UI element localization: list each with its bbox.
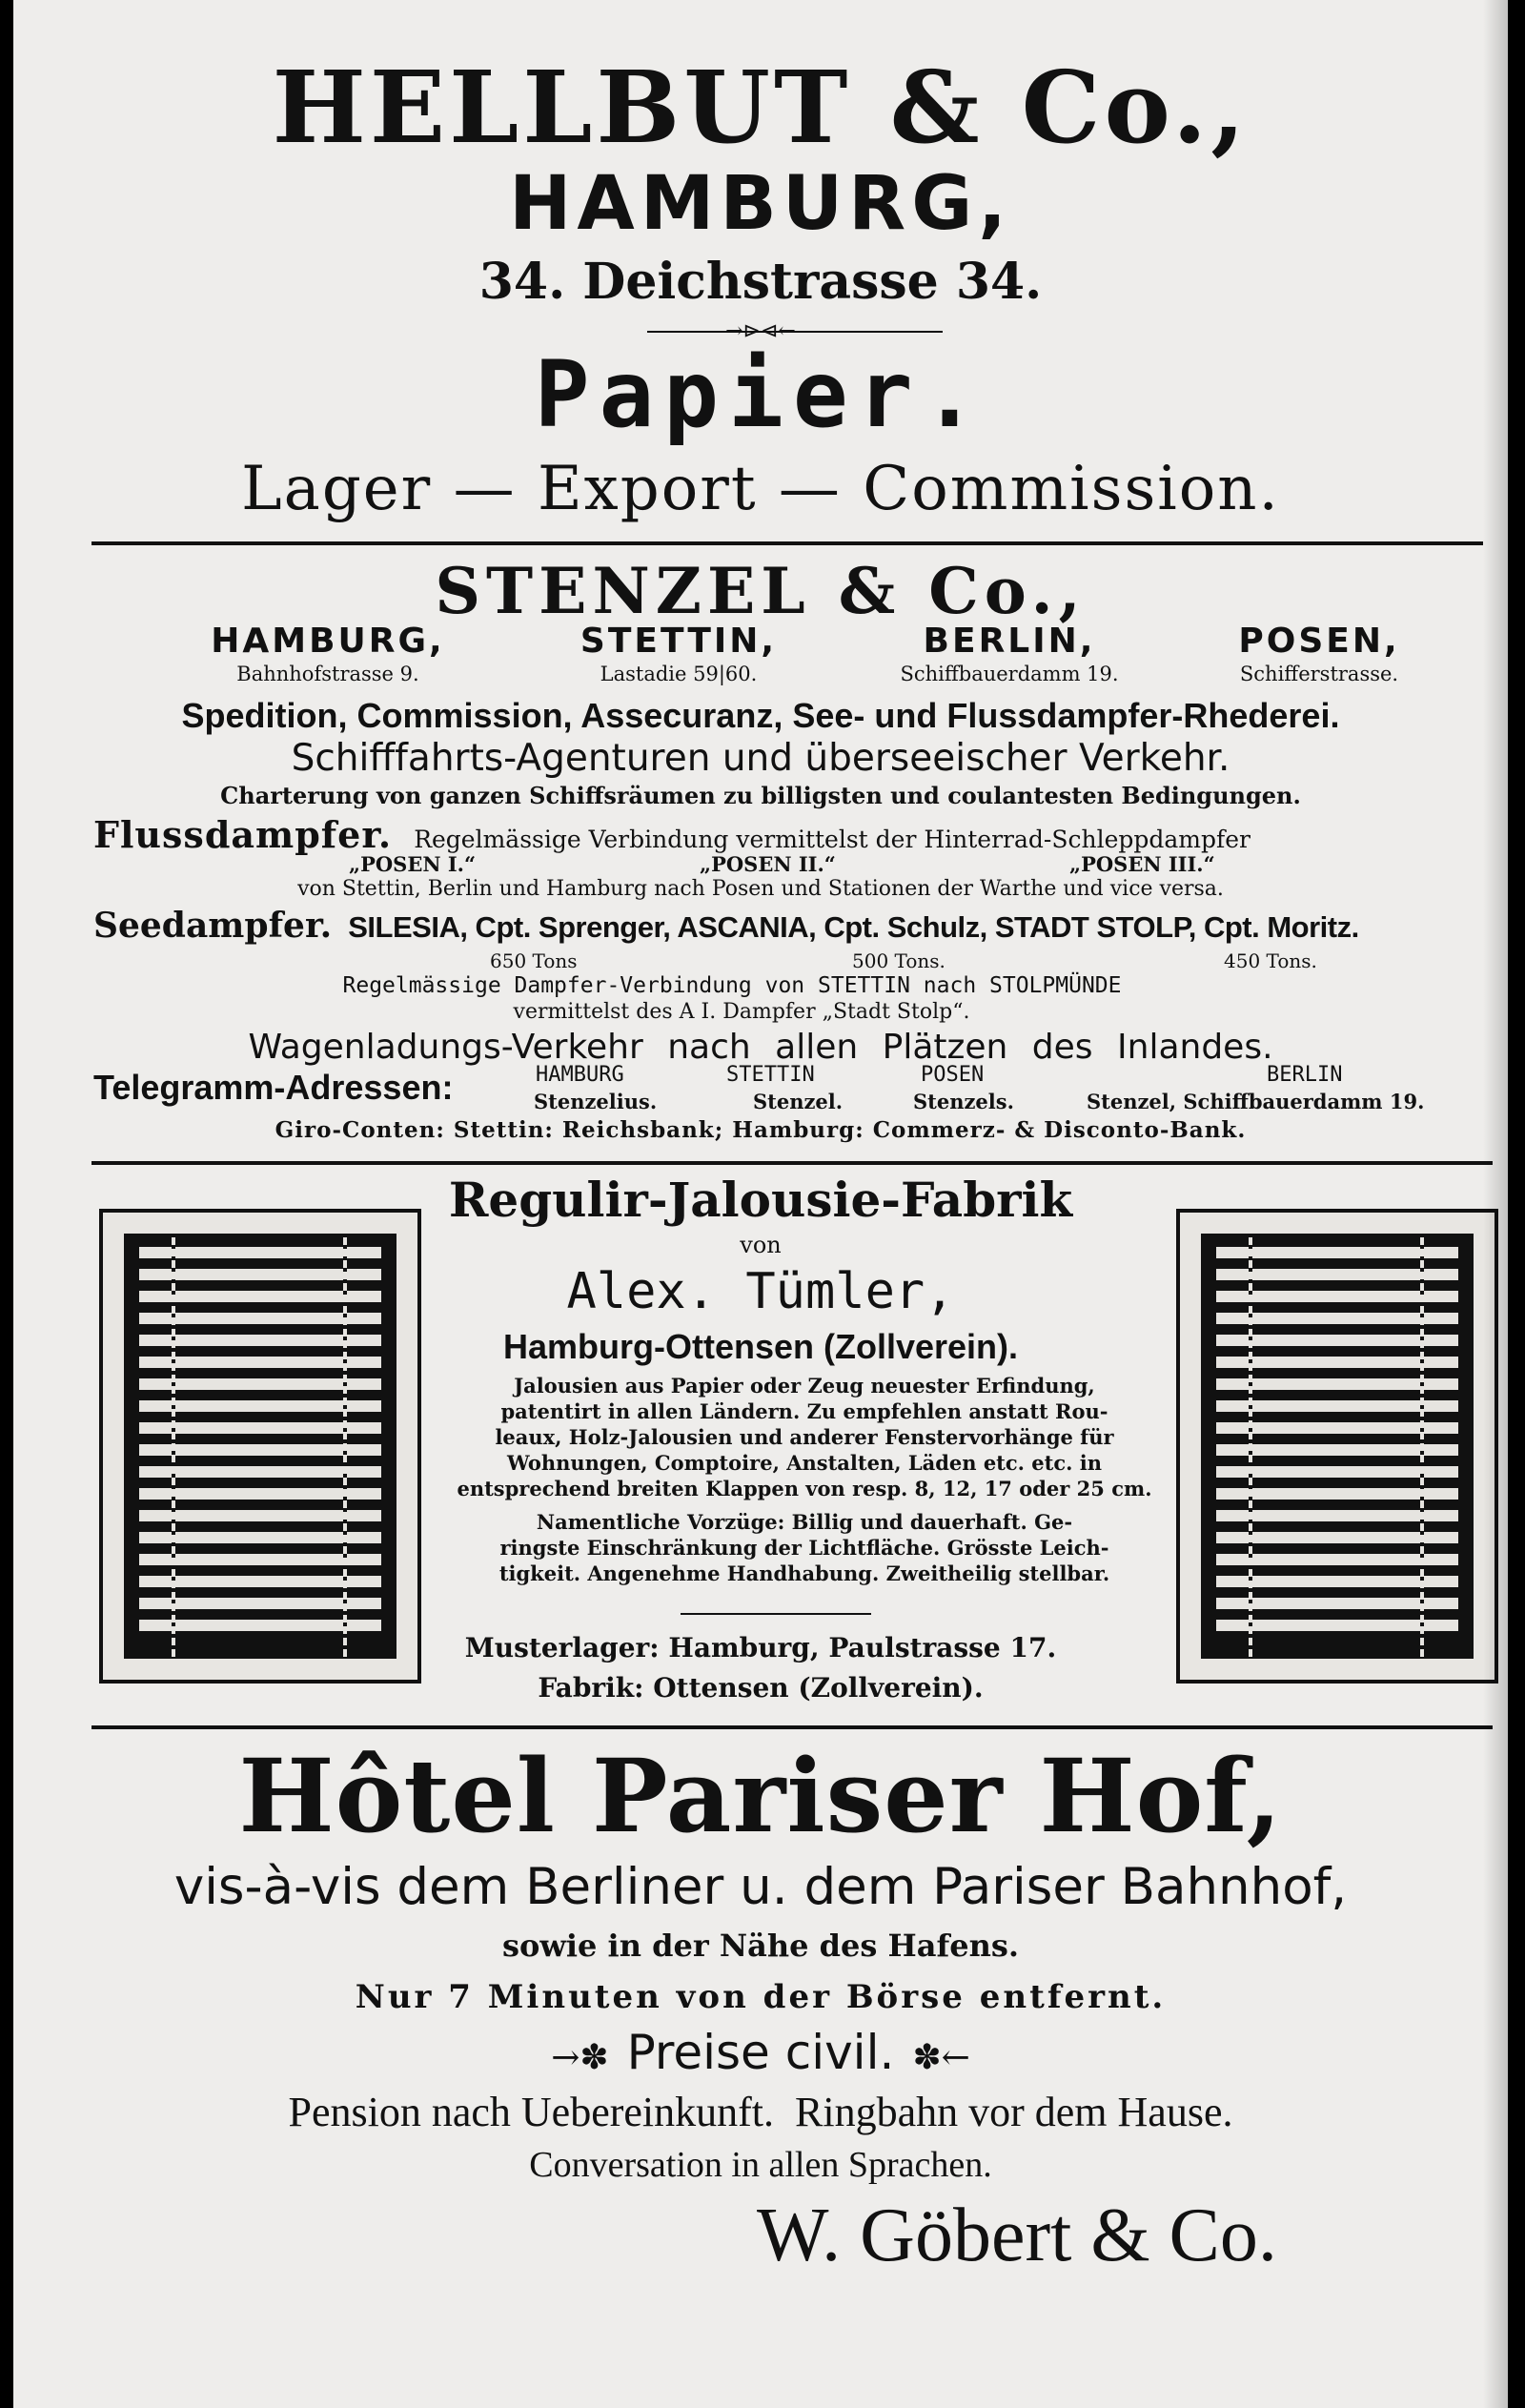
stenzel-city-berlin — [852, 622, 1167, 685]
city-street: Schifferstrasse. — [1239, 663, 1399, 685]
hellbut-services: Lager — Export — Commission. — [241, 454, 1280, 524]
jalousie-owner: Alex. Tümler, — [566, 1263, 955, 1320]
posen-boat-3: „POSEN III.“ — [1069, 852, 1215, 876]
jalousie-location: Hamburg-Ottensen (Zollverein). — [502, 1327, 1019, 1366]
hellbut-title: HELLBUT & Co., — [272, 49, 1250, 166]
vorzuege-line: ringste Einschränkung der Lichtfläche. Grösste Leich- — [499, 1536, 1109, 1560]
tele-code-berlin: Stenzel, Schiffbauerdamm 19. — [1087, 1090, 1425, 1113]
hotel-conversation: Conversation in allen Sprachen. — [529, 2145, 992, 2185]
desc-line: patentirt in allen Ländern. Zu empfehlen anstatt Rou- — [500, 1399, 1108, 1423]
section-divider-3 — [92, 1725, 1493, 1729]
seedampfer-label: Seedampfer. — [93, 906, 333, 946]
hotel-pension: Pension nach Uebereinkunft. Ringbahn vor dem Hause. — [288, 2089, 1233, 2135]
posen-boat-2: „POSEN II.“ — [700, 852, 836, 876]
hotel-preise-row — [13, 2025, 1508, 2092]
hellbut-divider-ornament: →⊳⊲← — [725, 319, 796, 343]
advertisement-page — [13, 0, 1508, 2408]
stenzel-charterung: Charterung von ganzen Schiffsräumen zu billigsten und coulantesten Bedingungen. — [220, 782, 1301, 809]
section-divider-1 — [92, 541, 1483, 545]
tele-city-berlin: BERLIN — [1267, 1063, 1343, 1087]
jalousie-fabrik: Fabrik: Ottensen (Zollverein). — [538, 1672, 984, 1704]
city-street: Bahnhofstrasse 9. — [236, 663, 419, 685]
hellbut-address: 34. Deichstrasse 34. — [478, 253, 1043, 311]
desc-line: Wohnungen, Comptoire, Anstalten, Läden etc. etc. in — [506, 1451, 1103, 1475]
stenzel-giro: Giro-Conten: Stettin: Reichsbank; Hamburg: Commerz- & Disconto-Bank. — [274, 1117, 1247, 1143]
ornament-right-icon: ✽← — [912, 2038, 970, 2077]
city-street: Schiffbauerdamm 19. — [900, 663, 1119, 685]
tons-silesia: 650 Tons — [490, 949, 578, 972]
hellbut-city: HAMBURG, — [509, 161, 1012, 247]
tele-city-posen: POSEN — [921, 1063, 985, 1087]
city-name: POSEN, — [1238, 622, 1400, 661]
ornament-left-icon: →✽ — [551, 2038, 609, 2077]
tele-code-posen: Stenzels. — [913, 1090, 1014, 1113]
hotel-preise: Preise civil. — [626, 2025, 895, 2080]
stenzel-title: STENZEL & Co., — [435, 554, 1087, 628]
stenzel-seedampfer-row — [93, 906, 1359, 946]
stenzel-spedition: Spedition, Commission, Assecuranz, See- und Flussdampfer-Rhederei. — [181, 696, 1340, 735]
vorzuege-line: tigkeit. Angenehme Handhabung. Zweitheilig stellbar. — [498, 1561, 1110, 1585]
city-name: STETTIN, — [580, 622, 778, 661]
stenzel-city-posen — [1186, 622, 1453, 685]
flussdampfer-text: Regelmässige Verbindung vermittelst der Hinterrad-Schleppdampfer — [414, 826, 1250, 853]
vorzuege-line: Namentliche Vorzüge: Billig und dauerhaft. Ge- — [536, 1510, 1073, 1534]
tele-code-stettin: Stenzel. — [753, 1090, 844, 1113]
tons-stadt-stolp: 450 Tons. — [1224, 949, 1317, 972]
hotel-title: Hôtel Pariser Hof, — [238, 1736, 1283, 1855]
stenzel-wagen: Wagenladungs-Verkehr nach allen Plätzen des Inlandes. — [248, 1028, 1273, 1067]
jalousie-von: von — [740, 1232, 782, 1258]
hellbut-product: Papier. — [534, 341, 987, 448]
jalousie-title: Regulir-Jalousie-Fabrik — [448, 1172, 1073, 1228]
jalousie-divider — [681, 1613, 871, 1615]
city-name: BERLIN, — [923, 622, 1096, 661]
hotel-boerse: Nur 7 Minuten von der Börse entfernt. — [355, 1978, 1167, 2016]
jalousie-musterlager: Musterlager: Hamburg, Paulstrasse 17. — [464, 1632, 1057, 1663]
posen-boat-1: „POSEN I.“ — [349, 852, 477, 876]
tele-label: Telegramm-Adressen: — [93, 1068, 454, 1107]
desc-line: leaux, Holz-Jalousien und anderer Fenstervorhänge für — [495, 1425, 1114, 1449]
city-street: Lastadie 59|60. — [600, 663, 758, 685]
stenzel-flussdampfer-row — [93, 813, 1250, 856]
city-name: HAMBURG, — [211, 622, 445, 661]
stenzel-agenturen: Schifffahrts-Agenturen und überseeischer Verkehr. — [291, 737, 1230, 780]
section-divider-2 — [92, 1161, 1493, 1165]
tons-ascania: 500 Tons. — [852, 949, 946, 972]
seedampfer-ships: SILESIA, Cpt. Sprenger, ASCANIA, Cpt. Schulz, STADT STOLP, Cpt. Moritz. — [348, 910, 1359, 944]
hotel-owner: W. Göbert & Co. — [757, 2194, 1277, 2277]
jalousie-description — [433, 1373, 1176, 1586]
tele-code-hamburg: Stenzelius. — [534, 1090, 658, 1113]
tele-city-hamburg: HAMBURG — [536, 1063, 624, 1087]
stenzel-city-stettin — [536, 622, 822, 685]
desc-line: Jalousien aus Papier oder Zeug neuester Erfindung, — [514, 1374, 1095, 1398]
hotel-hafens: sowie in der Nähe des Hafens. — [501, 1928, 1019, 1964]
stenzel-stolp-line2: vermittelst des A I. Dampfer „Stadt Stolp“. — [513, 1000, 970, 1024]
stenzel-fluss-route: von Stettin, Berlin und Hamburg nach Posen und Stationen der Warthe und vice versa. — [297, 877, 1224, 901]
desc-line: entsprechend breiten Klappen von resp. 8, 12, 17 oder 25 cm. — [457, 1477, 1152, 1500]
flussdampfer-label: Flussdampfer. — [93, 813, 393, 856]
stenzel-city-hamburg — [185, 622, 471, 685]
hotel-visavis: vis-à-vis dem Berliner u. dem Pariser Bahnhof, — [173, 1858, 1348, 1916]
tele-city-stettin: STETTIN — [726, 1063, 815, 1087]
stenzel-stolp-line1: Regelmässige Dampfer-Verbindung von STETTIN nach STOLPMÜNDE — [342, 973, 1122, 998]
